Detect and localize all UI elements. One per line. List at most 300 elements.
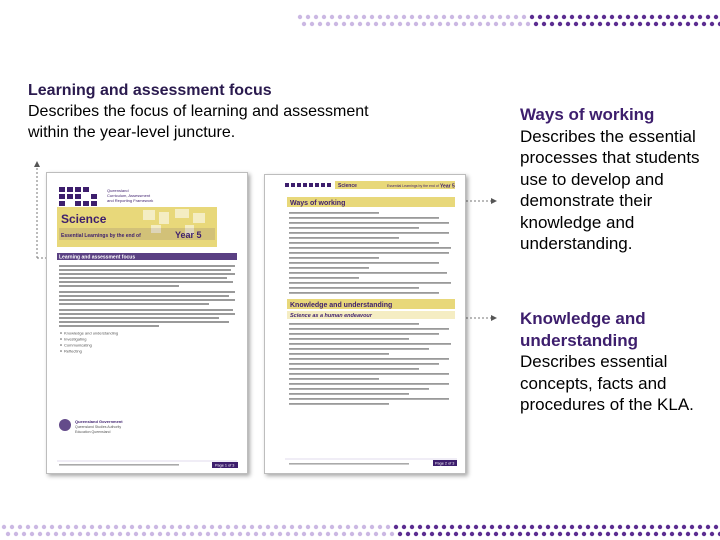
- decorative-dot: [610, 15, 614, 19]
- ways-of-working-callout: [520, 104, 715, 255]
- decorative-dot: [202, 525, 206, 529]
- decorative-dot: [230, 532, 234, 536]
- decorative-dot: [454, 22, 458, 26]
- decorative-dot: [158, 532, 162, 536]
- decorative-dot: [354, 15, 358, 19]
- decorative-dot: [594, 15, 598, 19]
- decorative-dot: [414, 22, 418, 26]
- decorative-dot: [626, 15, 630, 19]
- decorative-dot: [262, 532, 266, 536]
- decorative-dot: [374, 532, 378, 536]
- decorative-dot: [6, 532, 10, 536]
- decorative-dot: [222, 532, 226, 536]
- decorative-dot: [370, 525, 374, 529]
- decorative-dot: [606, 532, 610, 536]
- decorative-dot: [106, 525, 110, 529]
- decorative-dot: [558, 532, 562, 536]
- top-dot-band: [0, 12, 720, 30]
- decorative-dot: [78, 532, 82, 536]
- decorative-dot: [634, 525, 638, 529]
- list-item: Investigating: [64, 336, 87, 342]
- decorative-dot: [658, 525, 662, 529]
- decorative-dot: [210, 525, 214, 529]
- decorative-dot: [430, 22, 434, 26]
- decorative-dot: [562, 525, 566, 529]
- decorative-dot: [578, 15, 582, 19]
- decorative-dot: [322, 525, 326, 529]
- decorative-dot: [542, 532, 546, 536]
- decorative-dot: [466, 525, 470, 529]
- decorative-dot: [302, 22, 306, 26]
- decorative-dot: [558, 22, 562, 26]
- decorative-dot: [598, 22, 602, 26]
- decorative-dot: [486, 532, 490, 536]
- decorative-dot: [510, 532, 514, 536]
- bottom-dot-band: [0, 522, 720, 540]
- decorative-dot: [510, 22, 514, 26]
- decorative-dot: [90, 525, 94, 529]
- knowledge-understanding-body: Describes essential concepts, facts and procedures of the KLA.: [520, 352, 694, 414]
- decorative-dot: [290, 525, 294, 529]
- decorative-dot: [250, 525, 254, 529]
- decorative-dot: [610, 525, 614, 529]
- decorative-dot: [338, 15, 342, 19]
- decorative-dot: [134, 532, 138, 536]
- decorative-dot: [358, 532, 362, 536]
- decorative-dot: [682, 525, 686, 529]
- organisation-logos: [59, 419, 123, 434]
- decorative-dot: [642, 15, 646, 19]
- decorative-dot: [102, 532, 106, 536]
- list-item: Reflecting: [64, 348, 82, 354]
- decorative-dot: [530, 15, 534, 19]
- decorative-dot: [470, 532, 474, 536]
- decorative-dot: [494, 22, 498, 26]
- decorative-dot: [310, 532, 314, 536]
- decorative-dot: [110, 532, 114, 536]
- decorative-dot: [394, 15, 398, 19]
- decorative-dot: [714, 525, 718, 529]
- decorative-dot: [166, 532, 170, 536]
- decorative-dot: [234, 525, 238, 529]
- page-number: Page 1 of 3: [215, 463, 235, 468]
- decorative-dot: [366, 22, 370, 26]
- subject-title: Science: [61, 212, 107, 226]
- decorative-dot: [118, 532, 122, 536]
- decorative-dot: [350, 22, 354, 26]
- decorative-dot: [386, 15, 390, 19]
- decorative-dot: [422, 532, 426, 536]
- decorative-dot: [54, 532, 58, 536]
- decorative-dot: [330, 15, 334, 19]
- decorative-dot: [474, 525, 478, 529]
- decorative-dot: [710, 22, 714, 26]
- decorative-dot: [398, 22, 402, 26]
- decorative-dot: [66, 525, 70, 529]
- decorative-dot: [434, 525, 438, 529]
- decorative-dot: [654, 532, 658, 536]
- decorative-dot: [582, 532, 586, 536]
- decorative-dot: [182, 532, 186, 536]
- decorative-dot: [442, 15, 446, 19]
- decorative-dot: [154, 525, 158, 529]
- learning-focus-callout: [28, 80, 408, 143]
- decorative-dot: [670, 22, 674, 26]
- decorative-dot: [70, 532, 74, 536]
- learning-focus-title: Learning and assessment focus: [28, 82, 272, 99]
- decorative-dot: [162, 525, 166, 529]
- decorative-dot: [690, 15, 694, 19]
- decorative-dot: [94, 532, 98, 536]
- decorative-dot: [506, 525, 510, 529]
- decorative-dot: [74, 525, 78, 529]
- decorative-dot: [538, 15, 542, 19]
- decorative-dot: [122, 525, 126, 529]
- decorative-dot: [650, 525, 654, 529]
- org-line3: Education Queensland: [75, 430, 111, 434]
- decorative-dot: [270, 532, 274, 536]
- decorative-dot: [630, 532, 634, 536]
- decorative-dot: [410, 525, 414, 529]
- decorative-dot: [322, 15, 326, 19]
- decorative-dot: [366, 532, 370, 536]
- decorative-dot: [650, 15, 654, 19]
- decorative-dot: [318, 22, 322, 26]
- decorative-dot: [602, 525, 606, 529]
- decorative-dot: [314, 525, 318, 529]
- decorative-dot: [442, 525, 446, 529]
- decorative-dot: [378, 525, 382, 529]
- decorative-dot: [86, 532, 90, 536]
- decorative-dot: [446, 532, 450, 536]
- decorative-dot: [658, 15, 662, 19]
- decorative-dot: [326, 532, 330, 536]
- header-squares: [285, 183, 331, 187]
- decorative-dot: [710, 532, 714, 536]
- decorative-dot: [426, 15, 430, 19]
- decorative-dot: [26, 525, 30, 529]
- decorative-dot: [398, 532, 402, 536]
- decorative-dot: [514, 15, 518, 19]
- decorative-dot: [682, 15, 686, 19]
- decorative-dot: [626, 525, 630, 529]
- decorative-dot: [174, 532, 178, 536]
- ways-of-working-title: Ways of working: [520, 105, 655, 124]
- decorative-dot: [218, 525, 222, 529]
- ways-of-working-body: Describes the essential processes that students use to develop and demonstrate their knowledge and understanding.: [520, 126, 700, 253]
- decorative-dot: [590, 22, 594, 26]
- decorative-dot: [670, 532, 674, 536]
- framework-line2: Curriculum, Assessment: [107, 193, 151, 198]
- decorative-dot: [646, 532, 650, 536]
- decorative-dot: [142, 532, 146, 536]
- decorative-dot: [606, 22, 610, 26]
- decorative-dot: [418, 525, 422, 529]
- decorative-dot: [522, 525, 526, 529]
- decorative-dot: [662, 22, 666, 26]
- decorative-dot: [590, 532, 594, 536]
- decorative-dot: [466, 15, 470, 19]
- decorative-dot: [42, 525, 46, 529]
- decorative-dot: [374, 22, 378, 26]
- decorative-dot: [506, 15, 510, 19]
- decorative-dot: [678, 532, 682, 536]
- decorative-dot: [426, 525, 430, 529]
- decorative-dot: [362, 15, 366, 19]
- decorative-dot: [530, 525, 534, 529]
- decorative-dot: [34, 525, 38, 529]
- knowledge-understanding-title: Knowledge and understanding: [520, 309, 646, 350]
- decorative-dot: [522, 15, 526, 19]
- decorative-dot: [334, 532, 338, 536]
- decorative-dot: [478, 532, 482, 536]
- decorative-dot: [30, 532, 34, 536]
- decorative-dot: [342, 22, 346, 26]
- list-item: Communicating: [64, 342, 92, 348]
- decorative-dot: [498, 525, 502, 529]
- decorative-dot: [194, 525, 198, 529]
- strand-list: [60, 331, 118, 354]
- decorative-dot: [666, 15, 670, 19]
- ways-of-working-lines: [289, 212, 451, 294]
- knowledge-understanding-lines: [289, 323, 451, 405]
- framework-line3: and Reporting Framework: [107, 198, 154, 203]
- decorative-dot: [390, 532, 394, 536]
- decorative-dot: [618, 15, 622, 19]
- decorative-dot: [382, 532, 386, 536]
- decorative-dot: [674, 15, 678, 19]
- decorative-dot: [586, 525, 590, 529]
- decorative-dot: [698, 525, 702, 529]
- decorative-dot: [350, 532, 354, 536]
- decorative-dot: [406, 532, 410, 536]
- decorative-dot: [446, 22, 450, 26]
- decorative-dot: [226, 525, 230, 529]
- decorative-dot: [570, 525, 574, 529]
- decorative-dot: [714, 15, 718, 19]
- decorative-dot: [638, 532, 642, 536]
- decorative-dot: [642, 525, 646, 529]
- decorative-dot: [630, 22, 634, 26]
- decorative-dot: [526, 22, 530, 26]
- org-line2: Queensland Studies Authority: [75, 425, 122, 429]
- decorative-dot: [622, 532, 626, 536]
- decorative-dot: [562, 15, 566, 19]
- header-subject: Science: [338, 183, 357, 189]
- decorative-dot: [306, 525, 310, 529]
- decorative-dot: [502, 22, 506, 26]
- decorative-dot: [298, 525, 302, 529]
- decorative-dot: [526, 532, 530, 536]
- decorative-dot: [326, 22, 330, 26]
- decorative-dot: [318, 532, 322, 536]
- decorative-dot: [238, 532, 242, 536]
- decorative-dot: [706, 15, 710, 19]
- decorative-dot: [470, 22, 474, 26]
- decorative-dot: [246, 532, 250, 536]
- decorative-dot: [462, 532, 466, 536]
- decorative-dot: [494, 532, 498, 536]
- decorative-dot: [402, 15, 406, 19]
- decorative-dot: [450, 525, 454, 529]
- decorative-dot: [422, 22, 426, 26]
- banner-squares: [59, 187, 97, 206]
- decorative-dot: [170, 525, 174, 529]
- decorative-dot: [306, 15, 310, 19]
- ways-of-working-heading: Ways of working: [290, 200, 346, 207]
- decorative-dot: [178, 525, 182, 529]
- decorative-dot: [58, 525, 62, 529]
- decorative-dot: [582, 22, 586, 26]
- decorative-dot: [546, 525, 550, 529]
- decorative-dot: [198, 532, 202, 536]
- decorative-dot: [698, 15, 702, 19]
- year-label: Year 5: [175, 230, 202, 240]
- decorative-dot: [410, 15, 414, 19]
- decorative-dot: [22, 532, 26, 536]
- decorative-dot: [542, 22, 546, 26]
- decorative-dot: [438, 22, 442, 26]
- decorative-dot: [546, 15, 550, 19]
- decorative-dot: [338, 525, 342, 529]
- section-heading: Learning and assessment focus: [59, 254, 136, 261]
- decorative-dot: [18, 525, 22, 529]
- decorative-dot: [518, 22, 522, 26]
- decorative-dot: [690, 525, 694, 529]
- decorative-dot: [662, 532, 666, 536]
- decorative-dot: [566, 532, 570, 536]
- decorative-dot: [454, 532, 458, 536]
- decorative-dot: [570, 15, 574, 19]
- decorative-dot: [706, 525, 710, 529]
- decorative-dot: [486, 22, 490, 26]
- decorative-dot: [414, 532, 418, 536]
- decorative-dot: [266, 525, 270, 529]
- decorative-dot: [150, 532, 154, 536]
- decorative-dot: [622, 22, 626, 26]
- page-number: Page 2 of 3: [435, 461, 455, 466]
- decorative-dot: [242, 525, 246, 529]
- decorative-dot: [342, 532, 346, 536]
- decorative-dot: [434, 15, 438, 19]
- body-text-lines: [59, 265, 235, 327]
- decorative-dot: [130, 525, 134, 529]
- decorative-dot: [418, 15, 422, 19]
- decorative-dot: [206, 532, 210, 536]
- decorative-dot: [566, 22, 570, 26]
- decorative-dot: [430, 532, 434, 536]
- decorative-dot: [278, 532, 282, 536]
- org-line1: Queensland Government: [75, 419, 123, 424]
- decorative-dot: [482, 525, 486, 529]
- decorative-dot: [654, 22, 658, 26]
- decorative-dot: [302, 532, 306, 536]
- learning-focus-body: Describes the focus of learning and assessment within the year-level juncture.: [28, 103, 369, 141]
- decorative-dot: [378, 15, 382, 19]
- decorative-dot: [386, 525, 390, 529]
- decorative-dot: [586, 15, 590, 19]
- knowledge-understanding-heading: Knowledge and understanding: [290, 302, 393, 309]
- decorative-dot: [314, 15, 318, 19]
- decorative-dot: [574, 22, 578, 26]
- decorative-dot: [538, 525, 542, 529]
- decorative-dot: [482, 15, 486, 19]
- decorative-dot: [550, 22, 554, 26]
- decorative-dot: [474, 15, 478, 19]
- decorative-dot: [390, 22, 394, 26]
- decorative-dot: [382, 22, 386, 26]
- knowledge-understanding-callout: [520, 308, 715, 416]
- decorative-dot: [702, 532, 706, 536]
- decorative-dot: [370, 15, 374, 19]
- decorative-dot: [438, 532, 442, 536]
- framework-line1: Queensland: [107, 188, 129, 193]
- decorative-dot: [330, 525, 334, 529]
- decorative-dot: [554, 15, 558, 19]
- decorative-dot: [138, 525, 142, 529]
- decorative-dot: [346, 15, 350, 19]
- decorative-dot: [310, 22, 314, 26]
- decorative-dot: [554, 525, 558, 529]
- decorative-dot: [114, 525, 118, 529]
- decorative-dot: [394, 525, 398, 529]
- decorative-dot: [686, 22, 690, 26]
- page-2-drawing: [265, 175, 465, 473]
- decorative-dot: [598, 532, 602, 536]
- decorative-dot: [602, 15, 606, 19]
- essential-learnings-label: Essential Learnings by the end of: [61, 233, 141, 239]
- decorative-dot: [406, 22, 410, 26]
- decorative-dot: [258, 525, 262, 529]
- decorative-dot: [638, 22, 642, 26]
- decorative-dot: [550, 532, 554, 536]
- decorative-dot: [190, 532, 194, 536]
- list-item: Knowledge and understanding: [64, 330, 119, 336]
- decorative-dot: [694, 22, 698, 26]
- header-essential: Essential Learnings by the end of: [387, 184, 439, 188]
- decorative-dot: [358, 22, 362, 26]
- decorative-dot: [514, 525, 518, 529]
- decorative-dot: [686, 532, 690, 536]
- decorative-dot: [46, 532, 50, 536]
- decorative-dot: [2, 525, 6, 529]
- decorative-dot: [82, 525, 86, 529]
- decorative-dot: [254, 532, 258, 536]
- decorative-dot: [666, 525, 670, 529]
- decorative-dot: [518, 532, 522, 536]
- ku-subtitle: Science as a human endeavour: [290, 313, 372, 319]
- decorative-dot: [694, 532, 698, 536]
- decorative-dot: [50, 525, 54, 529]
- decorative-dot: [298, 15, 302, 19]
- decorative-dot: [186, 525, 190, 529]
- decorative-dot: [614, 532, 618, 536]
- decorative-dot: [614, 22, 618, 26]
- decorative-dot: [10, 525, 14, 529]
- decorative-dot: [490, 525, 494, 529]
- decorative-dot: [490, 15, 494, 19]
- decorative-dot: [534, 22, 538, 26]
- decorative-dot: [498, 15, 502, 19]
- decorative-dot: [362, 525, 366, 529]
- decorative-dot: [354, 525, 358, 529]
- decorative-dot: [98, 525, 102, 529]
- decorative-dot: [578, 525, 582, 529]
- decorative-dot: [294, 532, 298, 536]
- decorative-dot: [678, 22, 682, 26]
- document-page-2-thumbnail: [264, 174, 466, 474]
- decorative-dot: [450, 15, 454, 19]
